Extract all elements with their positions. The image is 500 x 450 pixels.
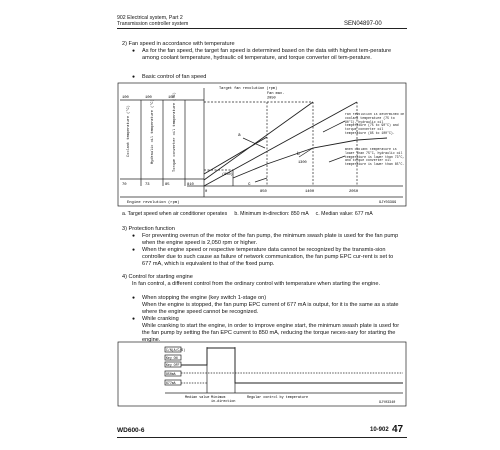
chart-note-2: When coolant temperature is lower than 75°C, hydraulic oil temperature is lower than 73°C, and torque converter oil temperature is lower than 85°C.: [345, 148, 405, 167]
timing-label-4: 850mA: [166, 372, 176, 376]
header-line2: Transmission controller system: [117, 21, 189, 27]
col-c-top: 100: [168, 96, 175, 100]
header-title: [117, 15, 188, 27]
footer-model: WD600-6: [117, 427, 145, 434]
timing-bottom-2: Minimum: [211, 396, 226, 400]
col-b-bottom: 73: [145, 183, 150, 187]
sec3-bullet1: For preventing overrun of the motor of the fan pump, the minimum swash plate is used for the fan pump when the engine speed is 2,050 rpm or higher.: [142, 233, 399, 246]
bullet-icon: ●: [132, 48, 136, 54]
bullet-icon: ●: [132, 247, 136, 253]
footer-code: 10-902: [370, 427, 389, 433]
curve-label-c: c: [248, 182, 251, 187]
bullet-icon: ●: [132, 295, 136, 301]
bullet-icon: ●: [132, 233, 136, 239]
top-label-1: Target fan revolution (rpm): [219, 87, 278, 91]
fig-id-2: 9JY03340: [379, 401, 396, 405]
x-axis-label: Engine revolution (rpm): [127, 201, 180, 205]
timing-label-3: Key OFF: [166, 363, 180, 367]
footer-rule: [117, 437, 407, 438]
sec2-bullet2: Basic control of fan speed: [142, 74, 207, 80]
bullet-icon: ●: [132, 74, 136, 80]
timing-label-2: Key ON: [166, 356, 178, 360]
header-rule: [117, 28, 407, 29]
sec2-bullet1: As for the fan speed, the target fan speed is determined based on the data with highest tem-perature among coolant temperature, hydraulic oil temperature, and torque converter oil tem-perature.: [142, 48, 392, 61]
timing-label-1: C/N(A/C/S): [166, 348, 186, 352]
chart-note-1: Fan revolution is determined on coolant temperature (75 to 90°C), hydraulic oil temperature (75 to 90°C) and torque converter oil temperature (85 to 100°C).: [345, 113, 405, 135]
sec4-intro: In fan control, a different control from the ordinary control with temperature when starting the engine.: [132, 281, 381, 287]
figure-caption: a. Target speed when air conditioner operates b. Minimum in-direction: 850 mA c. Median value: 677 mA: [122, 211, 373, 217]
top-label-3: 2050: [267, 96, 276, 101]
sec3-title: 3) Protection function: [122, 226, 175, 232]
col-b-top: 100: [145, 96, 152, 100]
diagram-frame: [118, 83, 406, 206]
curve-label-b: b: [297, 152, 300, 157]
timing-label-5: 677mA: [166, 381, 176, 385]
col-a-bottom: 70: [122, 183, 127, 187]
fan-speed-diagram: [117, 82, 407, 208]
x-tick-0: 0: [205, 190, 208, 194]
timing-bottom-3: Regular control by temperature: [247, 396, 309, 400]
header-line1: 902 Electrical system, Part 2: [117, 15, 183, 21]
label-850: (850): [222, 173, 233, 177]
y-label-torque: Torque converter oil temperature (°C): [173, 92, 177, 172]
x-tick-2050: 2050: [349, 190, 359, 194]
sec4-bullet1-text: When the engine is stopped, the fan pump EPC current of 677 mA is output, for it is the same as a state where the engine speed cannot be recognized.: [142, 302, 399, 315]
y-label-coolant: Coolant temperature (°C): [127, 105, 131, 157]
fig-id-1: 9JY03399: [379, 201, 397, 205]
x-tick-850: 850: [260, 190, 267, 194]
sec2-title: 2) Fan speed in accordance with temperature: [122, 41, 235, 47]
sec4-bullet2-text: While cranking to start the engine, in order to improve engine start, the minimum swash plate is used for the fan pump by setting the fan EPC current to 850 mA, reducing the torque neces-sary for starting the engine.: [142, 323, 400, 343]
sec3-bullet2: When the engine speed or respective temperature data cannot be recognized by the transmis-sion controller due to such cause as failure of network communication, the fan pump EPC cur-rent is set to 677 mA, which is equivalent to that of the fixed pump.: [142, 247, 394, 267]
timing-bottom-1: Median value: [185, 396, 210, 400]
start-timing-diagram: [117, 341, 407, 408]
top-label-2: Fan max.: [267, 92, 285, 96]
label-1300: 1300: [298, 161, 307, 165]
col-c-bottom: 85: [165, 183, 170, 187]
timing-bottom-2b: in-direction: [211, 400, 236, 404]
x-tick-1400: 1400: [305, 190, 315, 194]
sec4-bullet2-title: While cranking: [142, 316, 179, 322]
col-a-top: 100: [122, 96, 129, 100]
sec4-title: 4) Control for starting engine: [122, 274, 193, 280]
bullet-icon: ●: [132, 316, 136, 322]
col-d-bottom: 810: [187, 183, 194, 187]
y-label-hydraulic: Hydraulic oil temperature (°C): [151, 99, 155, 164]
curve-label-a: a: [238, 133, 241, 138]
page-number: 47: [392, 424, 404, 435]
doc-id: SEN04897-00: [344, 21, 382, 27]
sec4-bullet1-title: When stopping the engine (key switch 1-stage on): [142, 295, 267, 301]
